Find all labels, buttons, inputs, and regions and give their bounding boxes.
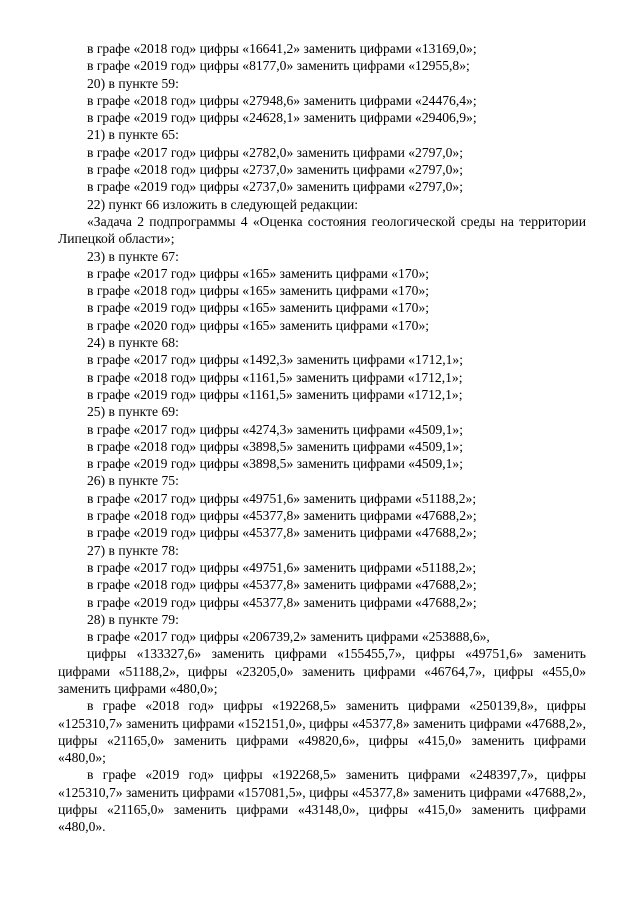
text-line: в графе «2018 год» цифры «1161,5» заменить цифрами «1712,1»; xyxy=(87,369,463,385)
text-line: в графе «2017 год» цифры «206739,2» заменить цифрами «253888,6», xyxy=(87,629,490,645)
text-line: в графе «2019 год» цифры «45377,8» заменить цифрами «47688,2»; xyxy=(87,525,477,541)
section-heading: 28) в пункте 79: xyxy=(87,611,179,627)
text-line: в графе «2019 год» цифры «8177,0» заменить цифрами «12955,8»; xyxy=(87,58,470,74)
task-paragraph: «Задача 2 подпрограммы 4 «Оценка состояния геологической среды на территории Липецкой области»; xyxy=(58,213,586,247)
section-heading: 27) в пункте 78: xyxy=(87,542,179,558)
text-line: в графе «2019 год» цифры «2737,0» заменить цифрами «2797,0»; xyxy=(87,179,464,195)
section-heading: 24) в пункте 68: xyxy=(87,335,179,351)
text-line: в графе «2017 год» цифры «2782,0» заменить цифрами «2797,0»; xyxy=(87,144,464,160)
text-line: в графе «2019 год» цифры «45377,8» заменить цифрами «47688,2»; xyxy=(87,594,477,610)
text-line: в графе «2017 год» цифры «4274,3» заменить цифрами «4509,1»; xyxy=(87,421,464,437)
text-line: в графе «2020 год» цифры «165» заменить цифрами «170»; xyxy=(87,317,430,333)
text-line: в графе «2019 год» цифры «3898,5» заменить цифрами «4509,1»; xyxy=(87,456,464,472)
text-line: в графе «2018 год» цифры «45377,8» заменить цифрами «47688,2»; xyxy=(87,577,477,593)
text-line: в графе «2018 год» цифры «45377,8» заменить цифрами «47688,2»; xyxy=(87,508,477,524)
text-line: в графе «2018 год» цифры «3898,5» заменить цифрами «4509,1»; xyxy=(87,438,464,454)
section-heading: 26) в пункте 75: xyxy=(87,473,179,489)
text-line: в графе «2019 год» цифры «165» заменить цифрами «170»; xyxy=(87,300,430,316)
text-line: в графе «2019 год» цифры «1161,5» заменить цифрами «1712,1»; xyxy=(87,386,463,402)
text-line: в графе «2017 год» цифры «49751,6» заменить цифрами «51188,2»; xyxy=(87,490,477,506)
section-heading: 20) в пункте 59: xyxy=(87,75,179,91)
text-line: в графе «2017 год» цифры «165» заменить цифрами «170»; xyxy=(87,265,430,281)
text-line: в графе «2018 год» цифры «2737,0» заменить цифрами «2797,0»; xyxy=(87,162,464,178)
section-heading: 23) в пункте 67: xyxy=(87,248,179,264)
text-paragraph: цифры «133327,6» заменить цифрами «155455,7», цифры «49751,6» заменить цифрами «51188,2», цифры «23205,0» заменить цифрами «46764,7», цифры «455,0» заменить цифрами «480,0»; xyxy=(58,646,586,696)
text-line: в графе «2017 год» цифры «1492,3» заменить цифрами «1712,1»; xyxy=(87,352,464,368)
document-body xyxy=(58,40,586,836)
text-line: в графе «2018 год» цифры «27948,6» заменить цифрами «24476,4»; xyxy=(87,92,477,108)
text-paragraph: в графе «2019 год» цифры «192268,5» заменить цифрами «248397,7», цифры «125310,7» заменить цифрами «157081,5», цифры «45377,8» заменить цифрами «47688,2», цифры «21165,0» заменить цифрами «43148,0», цифры «415,0» заменить цифрами «480,0». xyxy=(58,767,586,835)
text-paragraph: в графе «2018 год» цифры «192268,5» заменить цифрами «250139,8», цифры «125310,7» заменить цифрами «152151,0», цифры «45377,8» заменить цифрами «47688,2», цифры «21165,0» заменить цифрами «49820,6», цифры «415,0» заменить цифрами «480,0»; xyxy=(58,698,586,766)
section-heading: 22) пункт 66 изложить в следующей редакции: xyxy=(87,196,359,212)
text-line: в графе «2019 год» цифры «24628,1» заменить цифрами «29406,9»; xyxy=(87,110,477,126)
text-line: в графе «2017 год» цифры «49751,6» заменить цифрами «51188,2»; xyxy=(87,559,477,575)
section-heading: 21) в пункте 65: xyxy=(87,127,179,143)
text-line: в графе «2018 год» цифры «16641,2» заменить цифрами «13169,0»; xyxy=(87,41,477,56)
section-heading: 25) в пункте 69: xyxy=(87,404,179,420)
text-line: в графе «2018 год» цифры «165» заменить цифрами «170»; xyxy=(87,283,430,299)
